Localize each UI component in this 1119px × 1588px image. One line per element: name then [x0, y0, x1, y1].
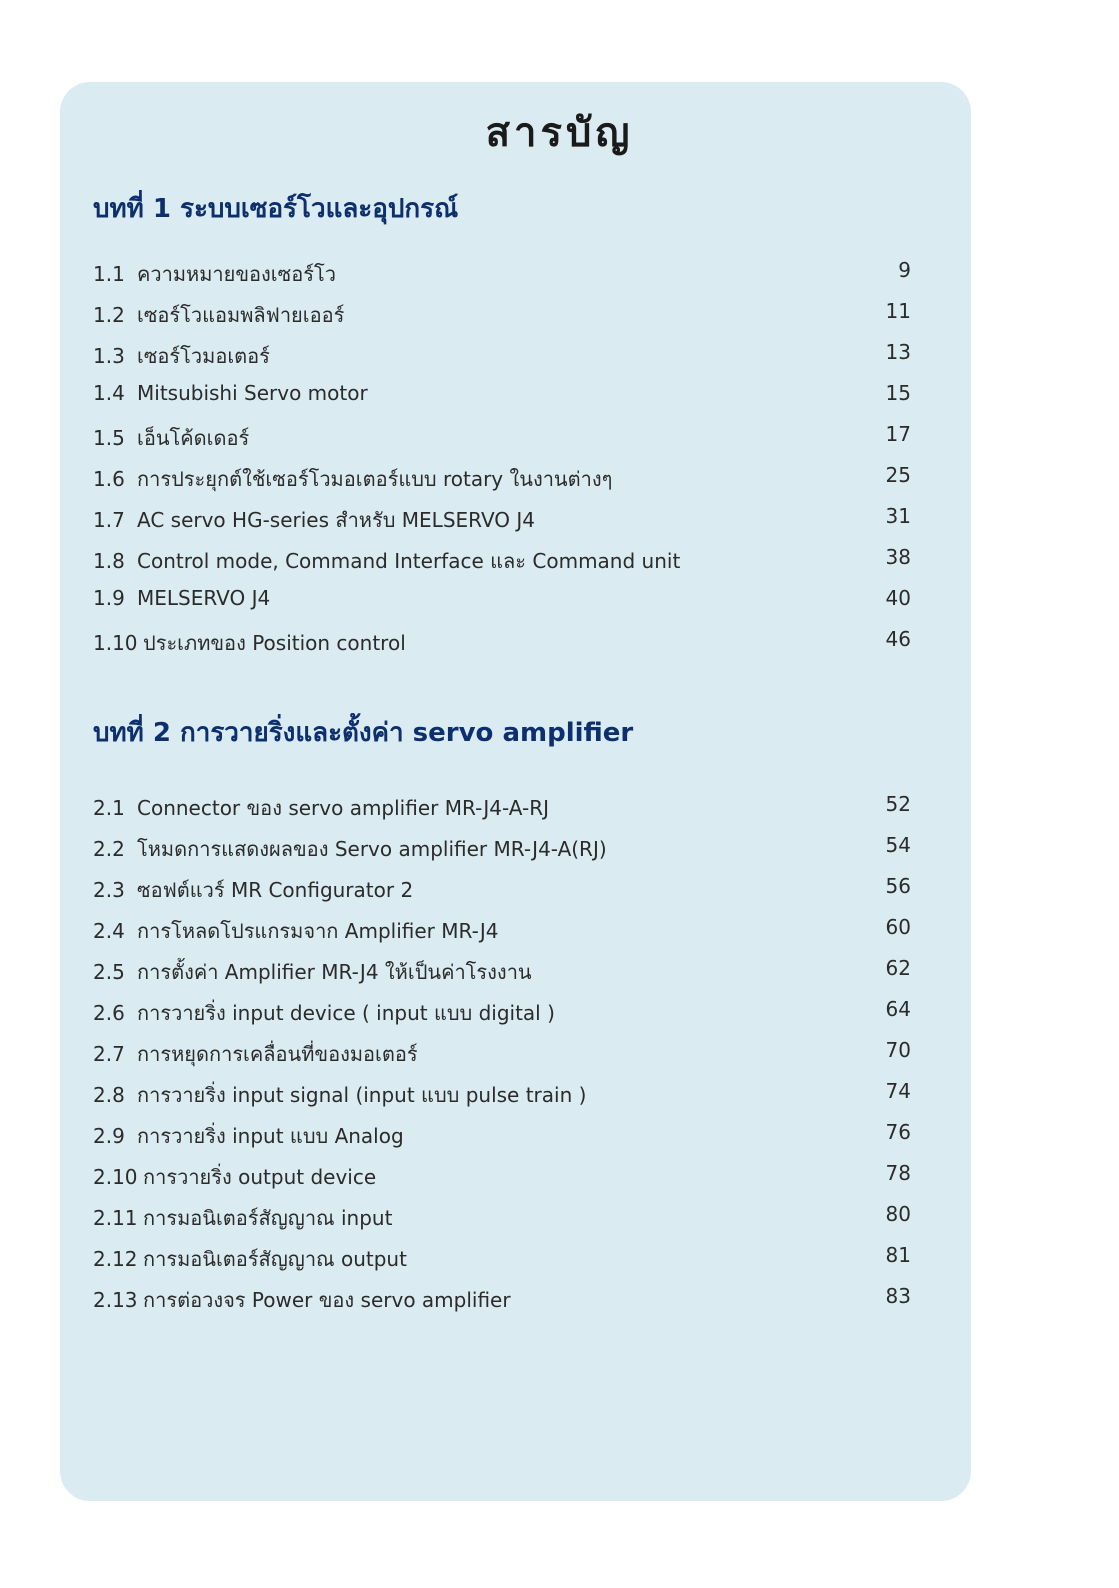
toc-entry-page: 17 [885, 422, 911, 446]
toc-entry-title: การหยุดการเคลื่อนที่ของมอเตอร์ [137, 1042, 418, 1066]
toc-entry-title: โหมดการแสดงผลของ Servo amplifier MR-J4-A(RJ) [137, 837, 607, 861]
toc-entry-title: Control mode, Command Interface และ Command unit [137, 549, 681, 573]
toc-entry-number: 1.9 [93, 586, 125, 610]
toc-entry-number: 2.13 [93, 1288, 138, 1312]
toc-entry-number: 1.5 [93, 426, 125, 450]
toc-entry-page: 80 [885, 1202, 911, 1226]
toc-entry-title: เอ็นโค้ดเดอร์ [137, 426, 250, 450]
toc-entry-page: 64 [885, 997, 911, 1021]
toc-entry-page: 70 [885, 1038, 911, 1062]
toc-entry-1-9[interactable] [93, 586, 911, 627]
toc-entry-number: 2.8 [93, 1083, 125, 1107]
toc-entry-2-13[interactable] [93, 1284, 911, 1325]
toc-entry-title: การวายริ่ง output device [143, 1165, 377, 1189]
chapter-1-heading: บทที่ 1 ระบบเซอร์โวและอุปกรณ์ [93, 194, 459, 224]
toc-entry-title: การประยุกต์ใช้เซอร์โวมอเตอร์แบบ rotary ในงานต่างๆ [137, 467, 613, 491]
toc-entry-number: 2.3 [93, 878, 125, 902]
toc-entry-page: 74 [885, 1079, 911, 1103]
toc-entry-title: MELSERVO J4 [137, 586, 271, 610]
toc-entry-number: 2.7 [93, 1042, 125, 1066]
toc-entry-1-4[interactable] [93, 381, 911, 422]
toc-entry-2-4[interactable] [93, 915, 911, 956]
toc-entry-2-5[interactable] [93, 956, 911, 997]
toc-entry-2-1[interactable] [93, 792, 911, 833]
toc-entry-number: 1.1 [93, 262, 125, 286]
toc-entry-1-5[interactable] [93, 422, 911, 463]
toc-entry-1-8[interactable] [93, 545, 911, 586]
toc-entry-number: 1.3 [93, 344, 125, 368]
toc-entry-2-8[interactable] [93, 1079, 911, 1120]
toc-entry-number: 2.12 [93, 1247, 138, 1271]
toc-entry-title: ซอฟต์แวร์ MR Configurator 2 [137, 878, 414, 902]
toc-entry-page: 81 [885, 1243, 911, 1267]
toc-entry-number: 1.7 [93, 508, 125, 532]
toc-entry-title: ความหมายของเซอร์โว [137, 262, 336, 286]
toc-entry-2-11[interactable] [93, 1202, 911, 1243]
toc-entry-page: 11 [885, 299, 911, 323]
toc-entry-title: การมอนิเตอร์สัญญาณ input [143, 1206, 393, 1230]
toc-entry-page: 46 [885, 627, 911, 651]
toc-entry-number: 1.6 [93, 467, 125, 491]
toc-entry-page: 62 [885, 956, 911, 980]
toc-entry-number: 1.4 [93, 381, 125, 405]
toc-entry-page: 76 [885, 1120, 911, 1144]
toc-entry-title: การมอนิเตอร์สัญญาณ output [143, 1247, 407, 1271]
chapter-2-heading: บทที่ 2 การวายริ่งและตั้งค่า servo amplifier [93, 718, 634, 748]
toc-entry-1-3[interactable] [93, 340, 911, 381]
toc-entry-page: 54 [885, 833, 911, 857]
toc-entry-page: 13 [885, 340, 911, 364]
toc-entry-number: 1.2 [93, 303, 125, 327]
toc-entry-number: 2.9 [93, 1124, 125, 1148]
toc-entry-2-7[interactable] [93, 1038, 911, 1079]
toc-entry-1-2[interactable] [93, 299, 911, 340]
toc-entry-number: 2.1 [93, 796, 125, 820]
chapter-1-toc-list [93, 258, 911, 668]
toc-entry-number: 2.4 [93, 919, 125, 943]
toc-entry-page: 60 [885, 915, 911, 939]
toc-entry-number: 2.5 [93, 960, 125, 984]
toc-entry-page: 40 [885, 586, 911, 610]
toc-entry-1-6[interactable] [93, 463, 911, 504]
toc-entry-title: การตั้งค่า Amplifier MR-J4 ให้เป็นค่าโรงงาน [137, 960, 532, 984]
toc-entry-number: 2.11 [93, 1206, 138, 1230]
toc-entry-page: 25 [885, 463, 911, 487]
toc-entry-page: 31 [885, 504, 911, 528]
toc-entry-2-10[interactable] [93, 1161, 911, 1202]
page-title: สารบัญ [485, 110, 634, 156]
toc-entry-page: 52 [885, 792, 911, 816]
toc-entry-title: Mitsubishi Servo motor [137, 381, 368, 405]
chapter-2-toc-list [93, 792, 911, 1325]
toc-entry-2-3[interactable] [93, 874, 911, 915]
toc-entry-title: Connector ของ servo amplifier MR-J4-A-RJ [137, 796, 550, 820]
toc-entry-number: 1.8 [93, 549, 125, 573]
toc-entry-1-1[interactable] [93, 258, 911, 299]
toc-entry-number: 2.6 [93, 1001, 125, 1025]
toc-entry-number: 1.10 [93, 631, 138, 655]
toc-entry-page: 56 [885, 874, 911, 898]
toc-entry-title: การวายริ่ง input device ( input แบบ digital ) [137, 1001, 555, 1025]
toc-entry-title: การวายริ่ง input signal (input แบบ pulse train ) [137, 1083, 587, 1107]
toc-entry-page: 9 [898, 258, 911, 282]
toc-entry-title: เซอร์โวแอมพลิฟายเออร์ [137, 303, 345, 327]
toc-entry-2-12[interactable] [93, 1243, 911, 1284]
toc-entry-title: AC servo HG-series สำหรับ MELSERVO J4 [137, 508, 536, 532]
toc-entry-title: การวายริ่ง input แบบ Analog [137, 1124, 404, 1148]
toc-entry-page: 78 [885, 1161, 911, 1185]
toc-entry-2-2[interactable] [93, 833, 911, 874]
toc-entry-1-10[interactable] [93, 627, 911, 668]
toc-entry-title: ประเภทของ Position control [143, 631, 406, 655]
toc-entry-title: เซอร์โวมอเตอร์ [137, 344, 270, 368]
toc-entry-1-7[interactable] [93, 504, 911, 545]
toc-entry-title: การต่อวงจร Power ของ servo amplifier [143, 1288, 511, 1312]
toc-entry-2-9[interactable] [93, 1120, 911, 1161]
toc-entry-number: 2.10 [93, 1165, 138, 1189]
toc-entry-number: 2.2 [93, 837, 125, 861]
toc-entry-title: การโหลดโปรแกรมจาก Amplifier MR-J4 [137, 919, 499, 943]
toc-entry-page: 15 [885, 381, 911, 405]
toc-entry-2-6[interactable] [93, 997, 911, 1038]
toc-entry-page: 83 [885, 1284, 911, 1308]
toc-entry-page: 38 [885, 545, 911, 569]
